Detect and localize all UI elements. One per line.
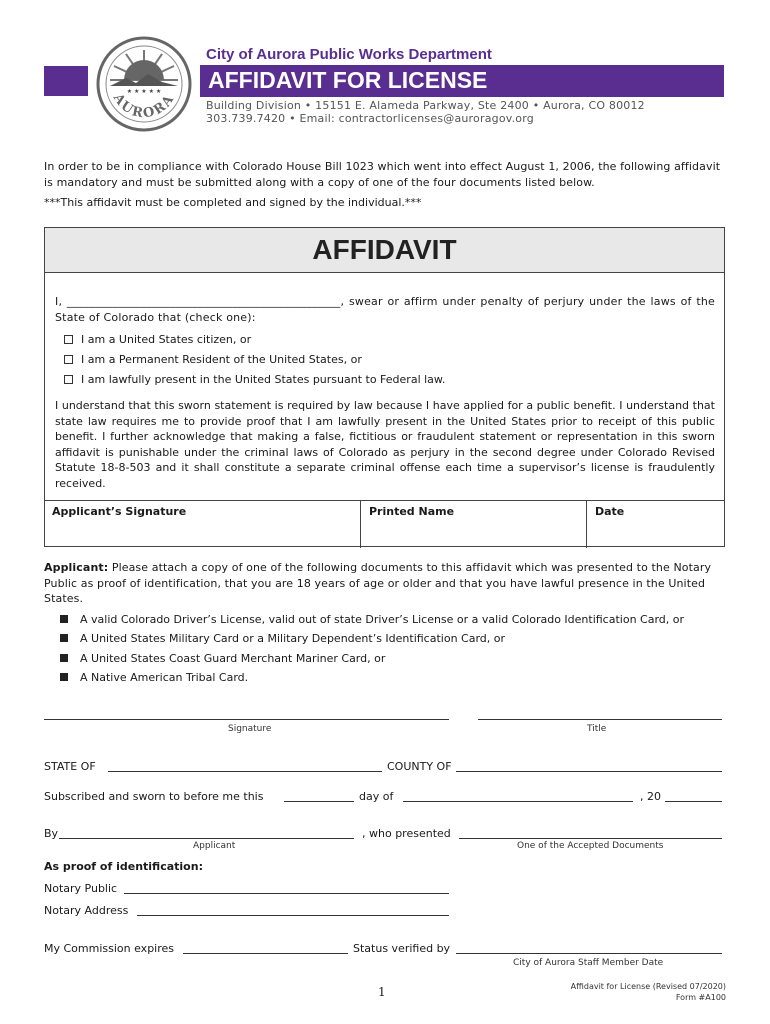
date-field[interactable] [586,501,725,548]
page-number: 1 [378,985,386,999]
option-label: I am lawfully present in the United States pursuant to Federal law. [81,373,446,386]
seal-stars: ★ ★ ★ ★ ★ [126,88,162,95]
applicant-text: Please attach a copy of one of the following documents to this affidavit which was presented to the Notary Public as proof of identification, that you are 18 years of age or older and that you have lawful presence in the United States. [44,561,712,606]
checkbox-icon[interactable] [64,375,73,384]
day-of-label: day of [359,790,394,803]
bullet-square-icon [60,654,68,662]
checkbox-icon[interactable] [64,355,73,364]
form-title: AFFIDAVIT FOR LICENSE [208,67,488,93]
form-reference [571,981,726,1003]
notary-title-line[interactable] [478,719,722,720]
list-item: A United States Coast Guard Merchant Mariner Card, or [60,652,385,665]
notary-address-label: Notary Address [44,904,129,917]
option-lawfully-present[interactable] [64,373,445,386]
status-verified-label: Status verified by [353,942,451,955]
state-input-line[interactable] [108,771,382,772]
county-input-line[interactable] [456,771,722,772]
proof-heading: As proof of identification: [44,860,203,873]
option-label: I am a United States citizen, or [81,333,252,346]
date-label: Date [595,505,625,518]
department-name: City of Aurora Public Works Department [206,46,492,63]
year-input-line[interactable] [665,801,722,802]
bullet-square-icon [60,673,68,681]
signature-caption: Signature [228,724,272,734]
document-presented-line[interactable] [459,838,722,839]
swear-statement[interactable]: I, ________________________________________________, swear or affirm under penalty of perjury under the laws of the State of Colorado that (check one): [55,295,715,324]
list-item: A valid Colorado Driver’s License, valid out of state Driver’s License or a valid Colorado Identification Card, or [60,613,684,626]
sworn-statement: I understand that this sworn statement is required by law because I have applied for a public benefit. I understand that state law requires me to provide proof that I am lawfully present in the United States prior to receipt of this public benefit. I further acknowledge that making a false, fictitious or fraudulent statement or representation in this sworn affidavit is punishable under the criminal laws of Colorado as perjury in the second degree under Colorado Revised Statute 18-8-503 and it shall constitute a separate criminal offense each time a supervisor’s license is fraudulently received. [55,399,715,490]
subscribed-label: Subscribed and sworn to before me this [44,790,264,803]
form-number: Form #A100 [675,993,726,1002]
address-line-2: 303.739.7420 • Email: contractorlicenses@auroragov.org [206,112,534,125]
who-presented-label: , who presented [362,827,451,840]
printed-name-label: Printed Name [369,505,455,518]
affidavit-heading: AFFIDAVIT [312,234,457,265]
printed-name-field[interactable] [360,501,586,548]
signature-row [44,500,725,547]
header-accent-bar [44,66,88,96]
bullet-square-icon [60,634,68,642]
commission-label: My Commission expires [44,942,175,955]
staff-caption: City of Aurora Staff Member Date [513,958,664,968]
applicant-lead: Applicant: [44,561,109,574]
individual-note: ***This affidavit must be completed and signed by the individual.*** [44,196,422,209]
county-label: COUNTY OF [387,760,452,773]
status-verified-line[interactable] [456,953,722,954]
option-citizen[interactable] [64,333,251,346]
accepted-docs-caption: One of the Accepted Documents [517,841,664,851]
applicant-caption: Applicant [193,841,236,851]
option-label: I am a Permanent Resident of the United States, or [81,353,362,366]
address-line-1: Building Division • 15151 E. Alameda Parkway, Ste 2400 • Aurora, CO 80012 [206,99,645,112]
by-label: By [44,827,59,840]
aurora-seal-logo [96,36,192,132]
affidavit-header [44,227,725,273]
applicant-signature-field[interactable] [44,501,360,548]
notary-public-label: Notary Public [44,882,118,895]
applicant-name-line[interactable] [59,838,354,839]
form-revision: Affidavit for License (Revised 07/2020) [570,982,726,991]
day-input-line[interactable] [284,801,354,802]
commission-line[interactable] [183,953,348,954]
year-prefix-label: , 20 [640,790,661,803]
list-item: A United States Military Card or a Military Dependent’s Identification Card, or [60,632,505,645]
list-item: A Native American Tribal Card. [60,671,248,684]
title-caption: Title [587,724,607,734]
applicant-instructions [44,560,726,607]
month-input-line[interactable] [403,801,633,802]
bullet-square-icon [60,615,68,623]
affidavit-box [44,227,725,547]
applicant-signature-label: Applicant’s Signature [52,505,187,518]
notary-public-line[interactable] [124,893,449,894]
form-title-banner [200,65,724,97]
checkbox-icon[interactable] [64,335,73,344]
option-permanent-resident[interactable] [64,353,362,366]
notary-address-line[interactable] [137,915,449,916]
state-label: STATE OF [44,760,96,773]
seal-text: AURORA [109,91,179,122]
notary-signature-line[interactable] [44,719,449,720]
intro-paragraph: In order to be in compliance with Colorado House Bill 1023 which went into effect August 1, 2006, the following affidavit is mandatory and must be submitted along with a copy of one of the four documents listed below. [44,160,721,189]
